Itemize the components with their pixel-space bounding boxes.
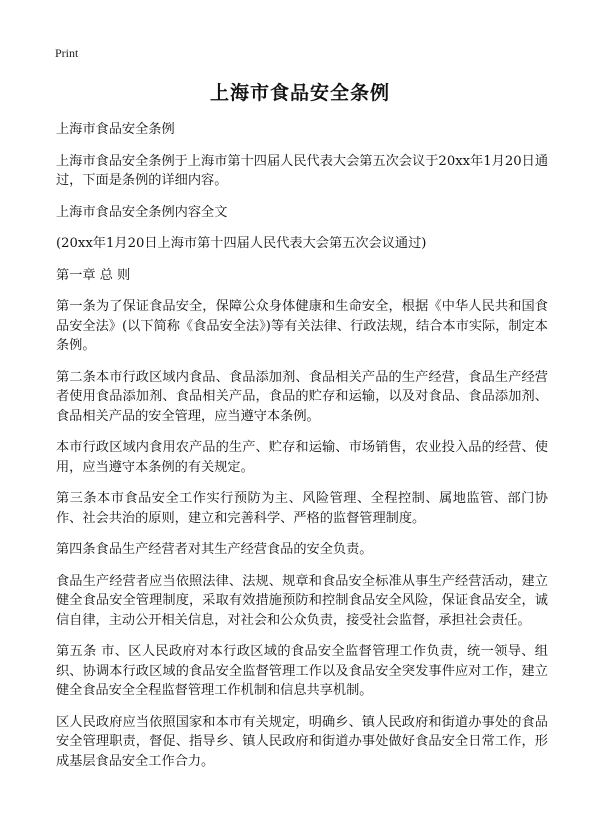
paragraph-adoption-note: (20xx年1月20日上海市第十四届人民代表大会第五次会议通过) bbox=[56, 236, 427, 251]
document-body bbox=[56, 120, 548, 783]
article-1: 第一条为了保证食品安全，保障公众身体健康和生命安全，根据《中华人民共和国食品安全法》(以下简称《食品安全法》)等有关法律、行政法规，结合本市实际，制定本条例。 bbox=[56, 299, 548, 353]
paragraph-fulltext-heading: 上海市食品安全条例内容全文 bbox=[56, 204, 228, 220]
article-2-clause: 本市行政区域内食用农产品的生产、贮存和运输、市场销售，农业投入品的经营、使用，应当遵守本条例的有关规定。 bbox=[56, 440, 548, 475]
article-5: 第五条 市、区人民政府对本行政区域的食品安全监督管理工作负责，统一领导、组织、协调本行政区域的食品安全监督管理工作以及食品安全突发事件应对工作，建立健全食品安全全程监督管理工作机制和信息共享机制。 bbox=[56, 644, 548, 698]
article-4: 第四条食品生产经营者对其生产经营食品的安全负责。 bbox=[56, 542, 373, 557]
article-4-clause: 食品生产经营者应当依照法律、法规、规章和食品安全标准从事生产经营活动，建立健全食品安全管理制度，采取有效措施预防和控制食品安全风险，保证食品安全，诚信自律，主动公开相关信息，对社会和公众负责，接受社会监督，承担社会责任。 bbox=[56, 573, 548, 628]
paragraph-heading: 上海市食品安全条例 bbox=[56, 122, 175, 137]
chapter-heading: 第一章 总 则 bbox=[56, 267, 131, 283]
paragraph-intro: 上海市食品安全条例于上海市第十四届人民代表大会第五次会议于20xx年1月20日通过，下面是条例的详细内容。 bbox=[56, 153, 549, 188]
article-2: 第二条本市行政区域内食品、食品添加剂、食品相关产品的生产经营，食品生产经营者使用食品添加剂、食品相关产品，食品的贮存和运输，以及对食品、食品添加剂、食品相关产品的安全管理，应当遵守本条例。 bbox=[56, 369, 548, 424]
article-5-clause: 区人民政府应当依照国家和本市有关规定，明确乡、镇人民政府和街道办事处的食品安全管理职责，督促、指导乡、镇人民政府和街道办事处做好食品安全日常工作，形成基层食品安全工作合力。 bbox=[56, 714, 548, 769]
document-title: 上海市食品安全条例 bbox=[209, 82, 390, 104]
print-link[interactable]: Print bbox=[55, 46, 79, 60]
article-3: 第三条本市食品安全工作实行预防为主、风险管理、全程控制、属地监管、部门协作、社会共治的原则，建立和完善科学、严格的监督管理制度。 bbox=[56, 491, 548, 526]
